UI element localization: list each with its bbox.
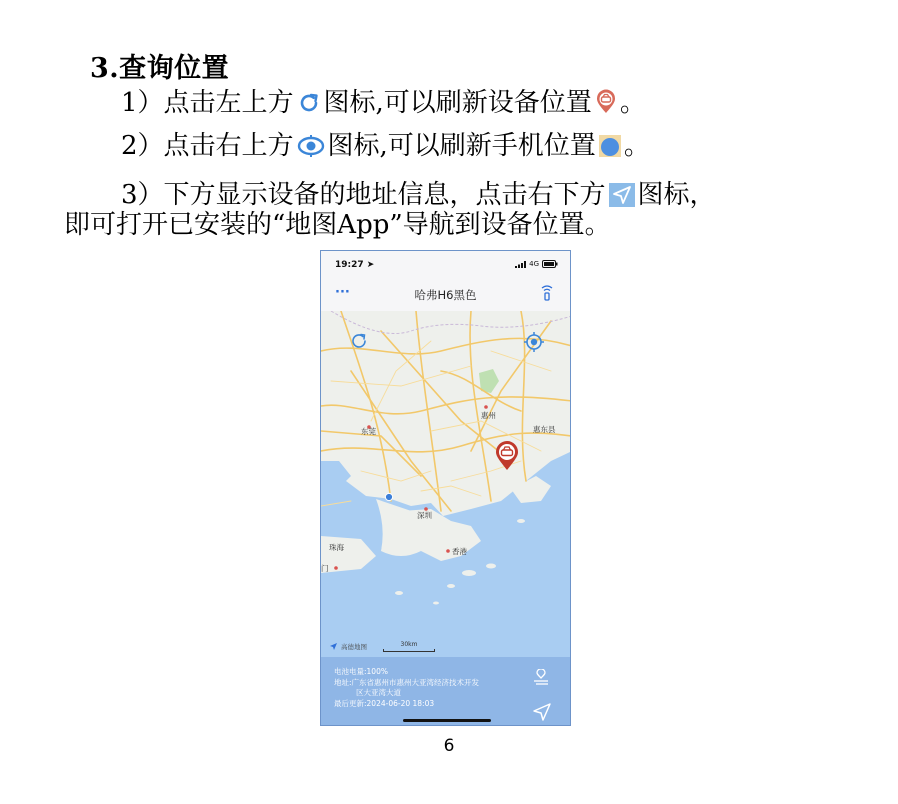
- map-label-huizhou: 惠州: [481, 411, 496, 420]
- status-bar: [321, 251, 570, 279]
- battery-level: 电池电量:100%: [334, 667, 388, 676]
- step-2: [121, 131, 650, 165]
- map-label-dongguan: 东莞: [361, 427, 376, 436]
- step-1-text-c: 。: [619, 88, 646, 118]
- step-3: [121, 180, 716, 214]
- signal-icon: [515, 261, 526, 268]
- step-2-text-a: 2）点击右上方: [121, 131, 294, 161]
- map-canvas: [321, 311, 570, 657]
- address-line-1: 地址:广东省惠州市惠州大亚湾经济技术开发: [334, 677, 480, 687]
- map-scale-text: 30km: [400, 641, 418, 648]
- step-2-text-b: 图标,可以刷新手机位置: [327, 131, 596, 161]
- map-provider-logo: [329, 642, 367, 651]
- nav-bar: [321, 279, 570, 311]
- network-label: 4G: [529, 260, 539, 268]
- address-line-2: 区大亚湾大道: [356, 688, 401, 697]
- device-info-panel: [321, 657, 570, 726]
- navigate-button[interactable]: [532, 702, 552, 726]
- map-view[interactable]: [321, 311, 570, 657]
- navigate-arrow-icon: [608, 183, 636, 214]
- locate-phone-icon: [296, 134, 326, 165]
- location-share-icon[interactable]: [532, 669, 550, 691]
- last-updated: 最后更新:2024-06-20 18:03: [334, 698, 435, 708]
- step-1-text-b: 图标,可以刷新设备位置: [323, 88, 592, 118]
- locate-phone-button[interactable]: [523, 331, 545, 357]
- amap-logo-icon: [329, 642, 338, 651]
- device-location-marker[interactable]: [494, 441, 520, 475]
- page-number: 6: [443, 736, 455, 756]
- map-scale: [383, 641, 435, 652]
- battery-icon: [542, 260, 558, 268]
- refresh-icon: [296, 91, 322, 122]
- map-scale-bar: [383, 649, 435, 652]
- status-time-text: 19:27: [335, 260, 364, 270]
- device-info-text: [334, 667, 479, 709]
- home-indicator: [403, 719, 491, 722]
- step-3-text-b: 图标，: [637, 180, 716, 210]
- step-1: [121, 88, 646, 122]
- map-label-zhuhai: 珠海: [329, 543, 344, 552]
- car-marker-icon: [594, 89, 618, 122]
- phone-location-dot-icon: [598, 134, 622, 165]
- refresh-device-button[interactable]: [349, 331, 369, 355]
- vehicle-title: 哈弗H6黑色: [414, 288, 477, 302]
- phone-screenshot: [320, 250, 571, 726]
- step-1-text-a: 1）点击左上方: [121, 88, 294, 118]
- map-label-macau-partial: 门: [321, 564, 329, 573]
- section-title: 3.查询位置: [90, 53, 230, 84]
- map-label-huidong: 惠东县: [533, 425, 556, 434]
- step-3-continued: 即可打开已安装的“地图App”导航到设备位置。: [64, 210, 611, 240]
- more-menu-button[interactable]: ···: [335, 285, 350, 300]
- map-provider-text: 高德地图: [341, 643, 367, 651]
- status-time: 19:27 ➤: [335, 260, 375, 270]
- status-indicators: [515, 260, 558, 268]
- step-3-text-a: 3）下方显示设备的地址信息，点击右下方: [121, 180, 606, 210]
- step-2-text-c: 。: [623, 131, 650, 161]
- map-label-hongkong: 香港: [452, 547, 467, 556]
- signal-tower-icon[interactable]: [540, 285, 554, 305]
- map-label-shenzhen: 深圳: [417, 511, 432, 520]
